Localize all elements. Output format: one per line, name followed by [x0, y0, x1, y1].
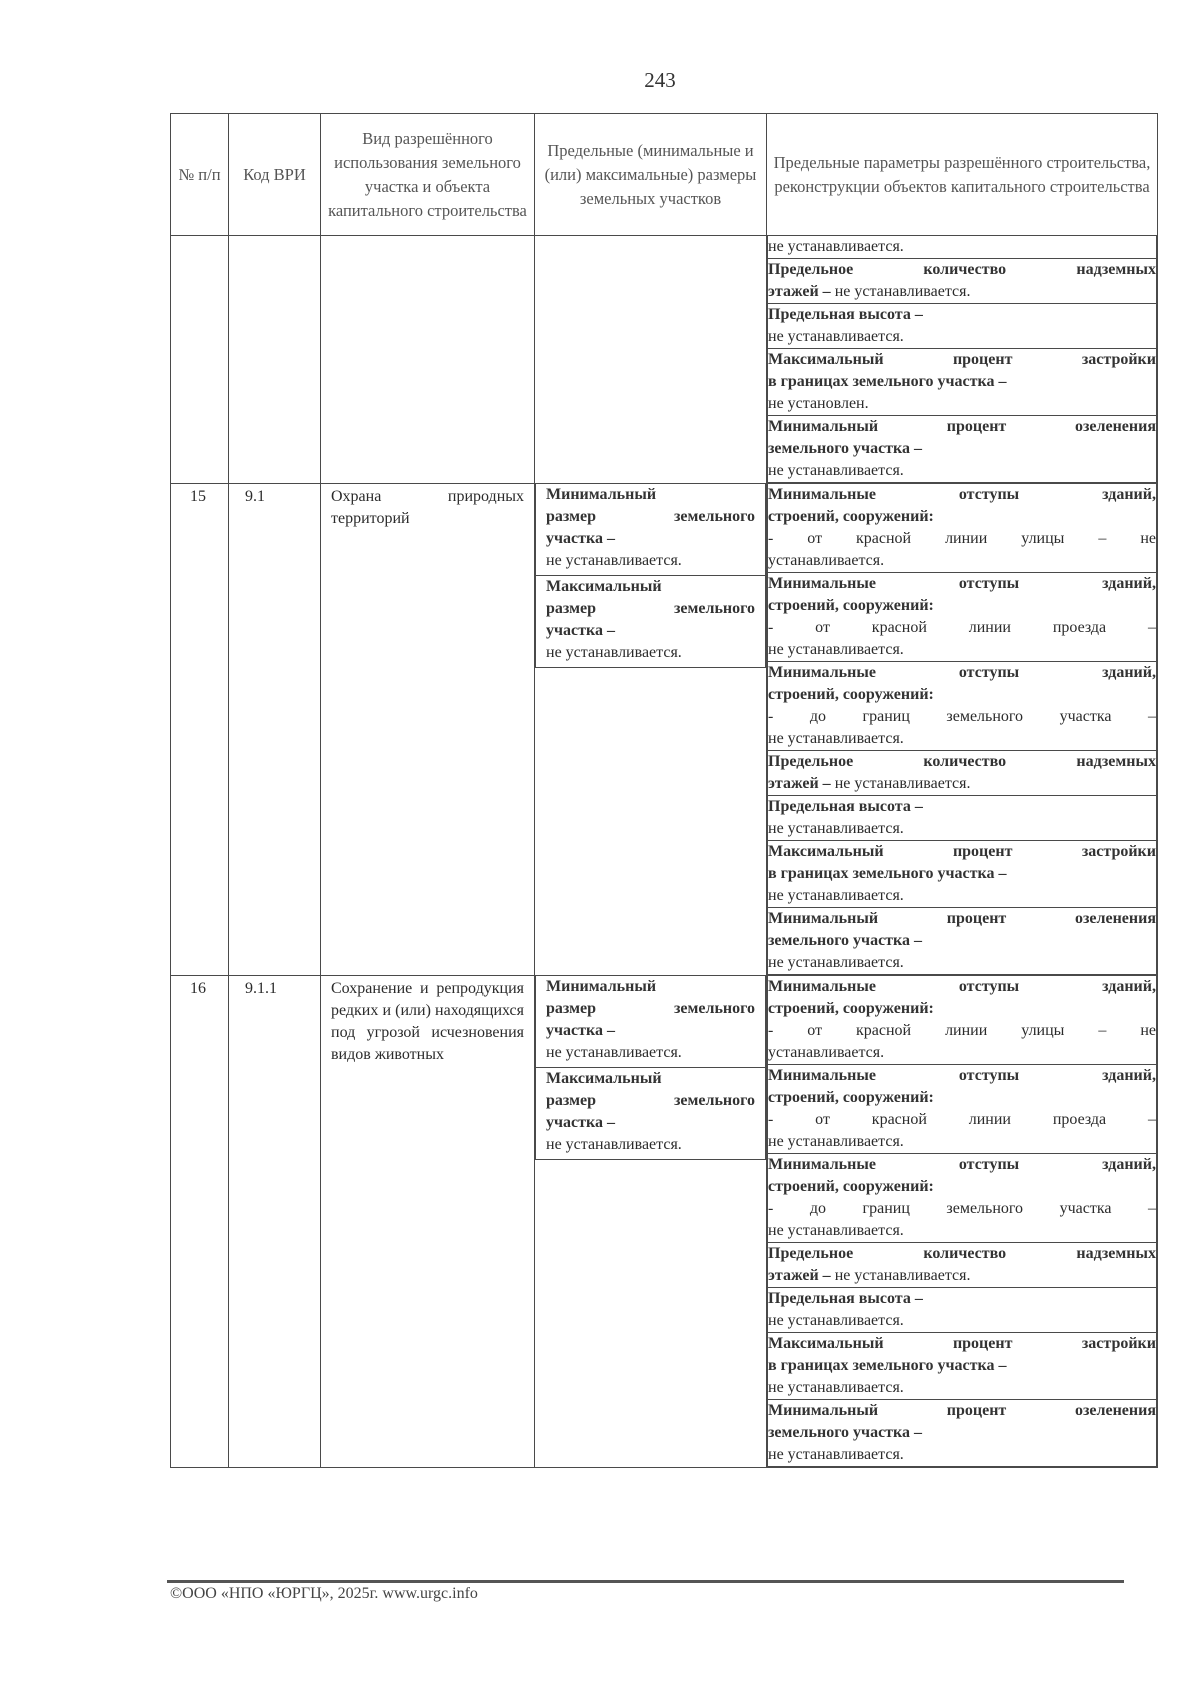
param-line — [768, 863, 1156, 885]
size-title: размер земельного — [546, 508, 755, 525]
param-line — [768, 506, 1156, 528]
param-item — [768, 573, 1157, 662]
param-title: этажей – — [768, 283, 831, 300]
param-value: не устанавливается. — [768, 1312, 904, 1329]
params-list — [767, 976, 1157, 1467]
size-title: участка – — [546, 622, 615, 639]
size-item — [536, 484, 766, 576]
param-line — [768, 796, 1156, 818]
param-title: в границах земельного участка – — [768, 865, 1007, 882]
param-title: земельного участка – — [768, 1424, 923, 1441]
param-title: Минимальный процент озеленения — [768, 418, 1156, 435]
size-value: не устанавливается. — [546, 552, 682, 569]
num-cell: 16 — [171, 976, 229, 1468]
param-title: Предельная высота – — [768, 306, 923, 323]
param-title: Минимальный процент озеленения — [768, 1402, 1156, 1419]
header-num: № п/п — [171, 114, 229, 236]
param-item — [768, 751, 1157, 796]
size-value: не устанавливается. — [546, 1044, 682, 1061]
param-line — [768, 304, 1156, 326]
code-cell: 9.1.1 — [229, 976, 321, 1468]
param-value: не устанавливается. — [768, 641, 904, 658]
sizes-cell — [535, 484, 767, 976]
size-title: размер земельного — [546, 1000, 755, 1017]
table-header-row — [171, 114, 1158, 236]
param-item — [768, 349, 1157, 416]
param-title: Предельное количество надземных — [768, 261, 1156, 278]
params-cell — [767, 484, 1158, 976]
param-title: Предельная высота – — [768, 798, 923, 815]
footer-copyright: ©ООО «НПО «ЮРГЦ», 2025г. www.urgc.info — [170, 1585, 478, 1602]
param-item — [768, 1243, 1157, 1288]
param-title: этажей – — [768, 775, 831, 792]
param-title: земельного участка – — [768, 440, 923, 457]
param-detail: - от красной линии улицы – не — [768, 530, 1156, 547]
param-item — [768, 259, 1157, 304]
param-item — [768, 236, 1157, 259]
size-title: Максимальный — [546, 1070, 662, 1087]
param-value: не устанавливается. — [768, 887, 904, 904]
param-item — [768, 1065, 1157, 1154]
param-value: не устанавливается. — [768, 1379, 904, 1396]
header-sizes: Предельные (минимальные и (или) максимальные) размеры земельных участков — [535, 114, 767, 236]
param-detail: - от красной линии проезда – — [768, 619, 1156, 636]
param-line — [768, 438, 1156, 460]
code-cell — [229, 236, 321, 484]
param-value: не устанавливается. — [768, 462, 904, 479]
sizes-cell — [535, 236, 767, 484]
param-title: земельного участка – — [768, 932, 923, 949]
param-value: устанавливается. — [768, 552, 885, 569]
param-title: Предельное количество надземных — [768, 753, 1156, 770]
params-list — [767, 236, 1157, 483]
header-params: Предельные параметры разрешённого строительства, реконструкции объектов капитального строительства — [767, 114, 1158, 236]
table-row-continuation — [171, 236, 1158, 484]
param-value: не устанавливается. — [768, 954, 904, 971]
param-line — [768, 1176, 1156, 1198]
param-title: Минимальные отступы зданий, — [768, 1156, 1156, 1173]
param-title: Предельное количество надземных — [768, 1245, 1156, 1262]
use-cell — [321, 236, 535, 484]
param-item — [768, 841, 1157, 908]
size-value: не устанавливается. — [546, 1136, 682, 1153]
table-row — [171, 976, 1158, 1468]
param-title: строений, сооружений: — [768, 508, 934, 525]
param-item — [768, 662, 1157, 751]
param-title: Минимальные отступы зданий, — [768, 664, 1156, 681]
param-text: не устанавливается. — [768, 238, 904, 255]
param-line — [768, 1355, 1156, 1377]
param-title: Максимальный процент застройки — [768, 843, 1156, 860]
params-list — [767, 484, 1157, 975]
size-title: участка – — [546, 1114, 615, 1131]
param-line — [768, 1422, 1156, 1444]
param-line — [768, 595, 1156, 617]
param-item — [768, 1333, 1157, 1400]
header-code: Код ВРИ — [229, 114, 321, 236]
param-value: не устанавливается. — [768, 730, 904, 747]
param-value: не устанавливается. — [830, 1267, 971, 1284]
sizes-list — [535, 976, 766, 1160]
param-detail: - от красной линии проезда – — [768, 1111, 1156, 1128]
param-item — [768, 304, 1157, 349]
size-item — [536, 976, 766, 1068]
size-title: участка – — [546, 1022, 615, 1039]
size-item — [536, 1068, 766, 1160]
param-item — [768, 416, 1157, 483]
param-value: не устанавливается. — [768, 1446, 904, 1463]
sizes-list — [535, 484, 766, 668]
use-cell: Охрана природных территорий — [321, 484, 535, 976]
params-cell — [767, 976, 1158, 1468]
param-detail: - до границ земельного участка – — [768, 1200, 1156, 1217]
param-value: не устанавливается. — [830, 775, 971, 792]
size-title: Минимальный — [546, 978, 657, 995]
param-title: Максимальный процент застройки — [768, 1335, 1156, 1352]
param-line — [768, 1087, 1156, 1109]
param-line — [768, 773, 1156, 795]
param-item — [768, 976, 1157, 1065]
param-title: Минимальные отступы зданий, — [768, 978, 1156, 995]
code-cell: 9.1 — [229, 484, 321, 976]
param-item — [768, 1400, 1157, 1467]
param-title: Максимальный процент застройки — [768, 351, 1156, 368]
param-detail: - от красной линии улицы – не — [768, 1022, 1156, 1039]
param-value: не установлен. — [768, 395, 869, 412]
param-item — [768, 1154, 1157, 1243]
param-title: строений, сооружений: — [768, 1178, 934, 1195]
param-title: строений, сооружений: — [768, 686, 934, 703]
size-title: размер земельного — [546, 1092, 755, 1109]
param-title: Минимальные отступы зданий, — [768, 1067, 1156, 1084]
param-title: строений, сооружений: — [768, 597, 934, 614]
param-item — [768, 796, 1157, 841]
num-cell — [171, 236, 229, 484]
param-value: не устанавливается. — [768, 1133, 904, 1150]
size-title: участка – — [546, 530, 615, 547]
param-line — [768, 998, 1156, 1020]
param-title: Минимальные отступы зданий, — [768, 486, 1156, 503]
use-cell: Сохранение и репродукция редких и (или) находящихся под угрозой исчезновения видов животных — [321, 976, 535, 1468]
param-title: Предельная высота – — [768, 1290, 923, 1307]
header-use: Вид разрешённого использования земельного участка и объекта капитального строительства — [321, 114, 535, 236]
param-line — [768, 371, 1156, 393]
param-item — [768, 484, 1157, 573]
size-value: не устанавливается. — [546, 644, 682, 661]
param-value: не устанавливается. — [768, 328, 904, 345]
param-title: Минимальный процент озеленения — [768, 910, 1156, 927]
param-value: не устанавливается. — [830, 283, 971, 300]
regulations-table — [170, 113, 1158, 1468]
param-line — [768, 684, 1156, 706]
param-title: строений, сооружений: — [768, 1089, 934, 1106]
param-line — [768, 281, 1156, 303]
param-title: Минимальные отступы зданий, — [768, 575, 1156, 592]
size-title: Минимальный — [546, 486, 657, 503]
table-row — [171, 484, 1158, 976]
sizes-cell — [535, 976, 767, 1468]
footer-rule — [167, 1580, 1124, 1583]
params-cell — [767, 236, 1158, 484]
param-title: этажей – — [768, 1267, 831, 1284]
param-item — [768, 1288, 1157, 1333]
param-title: в границах земельного участка – — [768, 373, 1007, 390]
size-title: Максимальный — [546, 578, 662, 595]
num-cell: 15 — [171, 484, 229, 976]
size-item — [536, 576, 766, 668]
param-value: не устанавливается. — [768, 820, 904, 837]
param-line — [768, 930, 1156, 952]
param-title: в границах земельного участка – — [768, 1357, 1007, 1374]
page-number: 243 — [644, 68, 676, 92]
param-detail: - до границ земельного участка – — [768, 708, 1156, 725]
size-title: размер земельного — [546, 600, 755, 617]
param-line — [768, 1288, 1156, 1310]
param-line — [768, 1265, 1156, 1287]
param-value: не устанавливается. — [768, 1222, 904, 1239]
param-item — [768, 908, 1157, 975]
param-value: устанавливается. — [768, 1044, 885, 1061]
param-title: строений, сооружений: — [768, 1000, 934, 1017]
